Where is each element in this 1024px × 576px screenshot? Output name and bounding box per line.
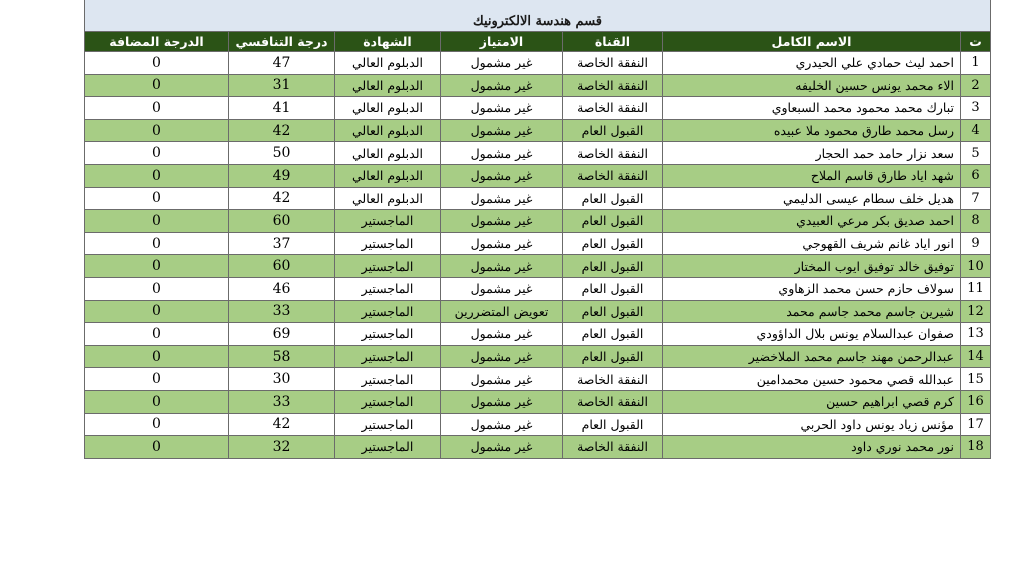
cell-degree[interactable]: الدبلوم العالي: [335, 164, 441, 187]
header-added[interactable]: الدرجة المضافة: [85, 32, 229, 52]
cell-full-name[interactable]: احمد صديق بكر مرعي العبيدي: [663, 210, 961, 233]
table-row[interactable]: [85, 52, 991, 75]
table-row[interactable]: [85, 74, 991, 97]
cell-privilege[interactable]: غير مشمول: [441, 232, 563, 255]
cell-channel[interactable]: النفقة الخاصة: [563, 97, 663, 120]
cell-channel[interactable]: القبول العام: [563, 323, 663, 346]
cell-degree[interactable]: الماجستير: [335, 436, 441, 459]
title-row: [85, 0, 991, 32]
header-full-name[interactable]: الاسم الكامل: [663, 32, 961, 52]
cell-competitive[interactable]: 42: [229, 413, 335, 436]
cell-degree[interactable]: الماجستير: [335, 368, 441, 391]
cell-competitive[interactable]: 46: [229, 277, 335, 300]
cell-added[interactable]: 0: [85, 255, 229, 278]
cell-privilege[interactable]: غير مشمول: [441, 97, 563, 120]
cell-added[interactable]: 0: [85, 390, 229, 413]
cell-privilege[interactable]: غير مشمول: [441, 345, 563, 368]
cell-channel[interactable]: النفقة الخاصة: [563, 74, 663, 97]
cell-degree[interactable]: الدبلوم العالي: [335, 119, 441, 142]
cell-competitive[interactable]: 33: [229, 390, 335, 413]
cell-index[interactable]: 3: [961, 97, 991, 120]
cell-index[interactable]: 1: [961, 52, 991, 75]
cell-privilege[interactable]: غير مشمول: [441, 255, 563, 278]
table-row[interactable]: [85, 187, 991, 210]
cell-added[interactable]: 0: [85, 97, 229, 120]
cell-added[interactable]: 0: [85, 164, 229, 187]
table-row[interactable]: [85, 436, 991, 459]
cell-channel[interactable]: القبول العام: [563, 255, 663, 278]
cell-full-name[interactable]: الاء محمد يونس حسين الخليفه: [663, 74, 961, 97]
cell-index[interactable]: 12: [961, 300, 991, 323]
cell-index[interactable]: 6: [961, 164, 991, 187]
cell-full-name[interactable]: احمد ليث حمادي علي الحيدري: [663, 52, 961, 75]
cell-full-name[interactable]: سعد نزار حامد حمد الحجار: [663, 142, 961, 165]
header-degree[interactable]: الشهادة: [335, 32, 441, 52]
cell-privilege[interactable]: غير مشمول: [441, 210, 563, 233]
cell-added[interactable]: 0: [85, 368, 229, 391]
cell-added[interactable]: 0: [85, 119, 229, 142]
cell-channel[interactable]: القبول العام: [563, 345, 663, 368]
cell-channel[interactable]: القبول العام: [563, 232, 663, 255]
cell-added[interactable]: 0: [85, 52, 229, 75]
cell-privilege[interactable]: غير مشمول: [441, 164, 563, 187]
cell-full-name[interactable]: شهد اياد طارق قاسم الملاح: [663, 164, 961, 187]
cell-channel[interactable]: القبول العام: [563, 119, 663, 142]
header-competitive[interactable]: درجة التنافسي: [229, 32, 335, 52]
cell-degree[interactable]: الدبلوم العالي: [335, 142, 441, 165]
cell-competitive[interactable]: 42: [229, 119, 335, 142]
cell-degree[interactable]: الدبلوم العالي: [335, 97, 441, 120]
cell-competitive[interactable]: 31: [229, 74, 335, 97]
cell-full-name[interactable]: هديل خلف سطام عيسى الدليمي: [663, 187, 961, 210]
cell-privilege[interactable]: غير مشمول: [441, 74, 563, 97]
results-table: [84, 0, 991, 459]
cell-privilege[interactable]: غير مشمول: [441, 413, 563, 436]
cell-competitive[interactable]: 60: [229, 210, 335, 233]
cell-degree[interactable]: الماجستير: [335, 277, 441, 300]
cell-channel[interactable]: القبول العام: [563, 300, 663, 323]
cell-competitive[interactable]: 42: [229, 187, 335, 210]
cell-index[interactable]: 14: [961, 345, 991, 368]
cell-added[interactable]: 0: [85, 413, 229, 436]
cell-added[interactable]: 0: [85, 323, 229, 346]
cell-full-name[interactable]: انور اياد غانم شريف القهوجي: [663, 232, 961, 255]
cell-competitive[interactable]: 37: [229, 232, 335, 255]
cell-channel[interactable]: القبول العام: [563, 413, 663, 436]
cell-degree[interactable]: الماجستير: [335, 210, 441, 233]
cell-full-name[interactable]: عبدالله قصي محمود حسين محمدامين: [663, 368, 961, 391]
cell-privilege[interactable]: غير مشمول: [441, 142, 563, 165]
cell-competitive[interactable]: 33: [229, 300, 335, 323]
header-privilege[interactable]: الامتياز: [441, 32, 563, 52]
cell-competitive[interactable]: 47: [229, 52, 335, 75]
cell-competitive[interactable]: 49: [229, 164, 335, 187]
cell-channel[interactable]: القبول العام: [563, 277, 663, 300]
cell-full-name[interactable]: كرم قصي ابراهيم حسين: [663, 390, 961, 413]
table-row[interactable]: [85, 164, 991, 187]
cell-channel[interactable]: النفقة الخاصة: [563, 142, 663, 165]
cell-index[interactable]: 11: [961, 277, 991, 300]
cell-added[interactable]: 0: [85, 210, 229, 233]
cell-degree[interactable]: الدبلوم العالي: [335, 74, 441, 97]
cell-full-name[interactable]: رسل محمد طارق محمود ملا عبيده: [663, 119, 961, 142]
table-row[interactable]: [85, 413, 991, 436]
cell-degree[interactable]: الماجستير: [335, 255, 441, 278]
table-row[interactable]: [85, 345, 991, 368]
cell-degree[interactable]: الماجستير: [335, 323, 441, 346]
cell-competitive[interactable]: 60: [229, 255, 335, 278]
cell-competitive[interactable]: 41: [229, 97, 335, 120]
cell-full-name[interactable]: سولاف حازم حسن محمد الزهاوي: [663, 277, 961, 300]
cell-added[interactable]: 0: [85, 74, 229, 97]
cell-added[interactable]: 0: [85, 300, 229, 323]
cell-privilege[interactable]: غير مشمول: [441, 323, 563, 346]
cell-competitive[interactable]: 50: [229, 142, 335, 165]
cell-channel[interactable]: النفقة الخاصة: [563, 164, 663, 187]
cell-index[interactable]: 18: [961, 436, 991, 459]
cell-added[interactable]: 0: [85, 436, 229, 459]
cell-full-name[interactable]: صفوان عبدالسلام يونس بلال الداؤودي: [663, 323, 961, 346]
table-row[interactable]: [85, 277, 991, 300]
cell-index[interactable]: 13: [961, 323, 991, 346]
cell-index[interactable]: 7: [961, 187, 991, 210]
table-row[interactable]: [85, 210, 991, 233]
cell-competitive[interactable]: 32: [229, 436, 335, 459]
table-body: [85, 52, 991, 459]
cell-privilege[interactable]: غير مشمول: [441, 436, 563, 459]
cell-added[interactable]: 0: [85, 277, 229, 300]
cell-index[interactable]: 10: [961, 255, 991, 278]
cell-privilege[interactable]: غير مشمول: [441, 187, 563, 210]
cell-channel[interactable]: القبول العام: [563, 187, 663, 210]
cell-channel[interactable]: القبول العام: [563, 210, 663, 233]
cell-privilege[interactable]: غير مشمول: [441, 277, 563, 300]
cell-full-name[interactable]: تبارك محمد محمود محمد السبعاوي: [663, 97, 961, 120]
cell-privilege[interactable]: غير مشمول: [441, 390, 563, 413]
cell-index[interactable]: 9: [961, 232, 991, 255]
cell-channel[interactable]: النفقة الخاصة: [563, 436, 663, 459]
cell-competitive[interactable]: 30: [229, 368, 335, 391]
results-sheet: [84, 0, 990, 459]
cell-index[interactable]: 8: [961, 210, 991, 233]
header-index[interactable]: ت: [961, 32, 991, 52]
table-row[interactable]: [85, 142, 991, 165]
cell-full-name[interactable]: مؤنس زياد يونس داود الحربي: [663, 413, 961, 436]
table-row[interactable]: [85, 323, 991, 346]
cell-channel[interactable]: النفقة الخاصة: [563, 368, 663, 391]
cell-channel[interactable]: النفقة الخاصة: [563, 52, 663, 75]
cell-privilege[interactable]: غير مشمول: [441, 368, 563, 391]
cell-index[interactable]: 16: [961, 390, 991, 413]
table-row[interactable]: [85, 390, 991, 413]
cell-privilege[interactable]: تعويض المتضررين: [441, 300, 563, 323]
cell-competitive[interactable]: 58: [229, 345, 335, 368]
cell-index[interactable]: 2: [961, 74, 991, 97]
cell-added[interactable]: 0: [85, 142, 229, 165]
page-title: قسم هندسة الالكترونيك: [85, 0, 991, 32]
cell-index[interactable]: 15: [961, 368, 991, 391]
cell-privilege[interactable]: غير مشمول: [441, 119, 563, 142]
cell-degree[interactable]: الماجستير: [335, 232, 441, 255]
table-row[interactable]: [85, 232, 991, 255]
cell-added[interactable]: 0: [85, 187, 229, 210]
cell-degree[interactable]: الماجستير: [335, 345, 441, 368]
cell-full-name[interactable]: نور محمد نوري داود: [663, 436, 961, 459]
cell-full-name[interactable]: شيرين جاسم محمد جاسم محمد: [663, 300, 961, 323]
cell-added[interactable]: 0: [85, 232, 229, 255]
cell-index[interactable]: 5: [961, 142, 991, 165]
table-row[interactable]: [85, 368, 991, 391]
cell-privilege[interactable]: غير مشمول: [441, 52, 563, 75]
cell-index[interactable]: 4: [961, 119, 991, 142]
header-row: [85, 32, 991, 52]
cell-degree[interactable]: الدبلوم العالي: [335, 52, 441, 75]
table-row[interactable]: [85, 300, 991, 323]
table-row[interactable]: [85, 119, 991, 142]
cell-added[interactable]: 0: [85, 345, 229, 368]
cell-degree[interactable]: الماجستير: [335, 413, 441, 436]
header-channel[interactable]: القناة: [563, 32, 663, 52]
cell-full-name[interactable]: عبدالرحمن مهند جاسم محمد الملاخضير: [663, 345, 961, 368]
table-row[interactable]: [85, 255, 991, 278]
cell-degree[interactable]: الماجستير: [335, 390, 441, 413]
cell-degree[interactable]: الماجستير: [335, 300, 441, 323]
cell-competitive[interactable]: 69: [229, 323, 335, 346]
cell-index[interactable]: 17: [961, 413, 991, 436]
table-row[interactable]: [85, 97, 991, 120]
cell-channel[interactable]: النفقة الخاصة: [563, 390, 663, 413]
cell-degree[interactable]: الدبلوم العالي: [335, 187, 441, 210]
cell-full-name[interactable]: توفيق خالد توفيق ايوب المختار: [663, 255, 961, 278]
